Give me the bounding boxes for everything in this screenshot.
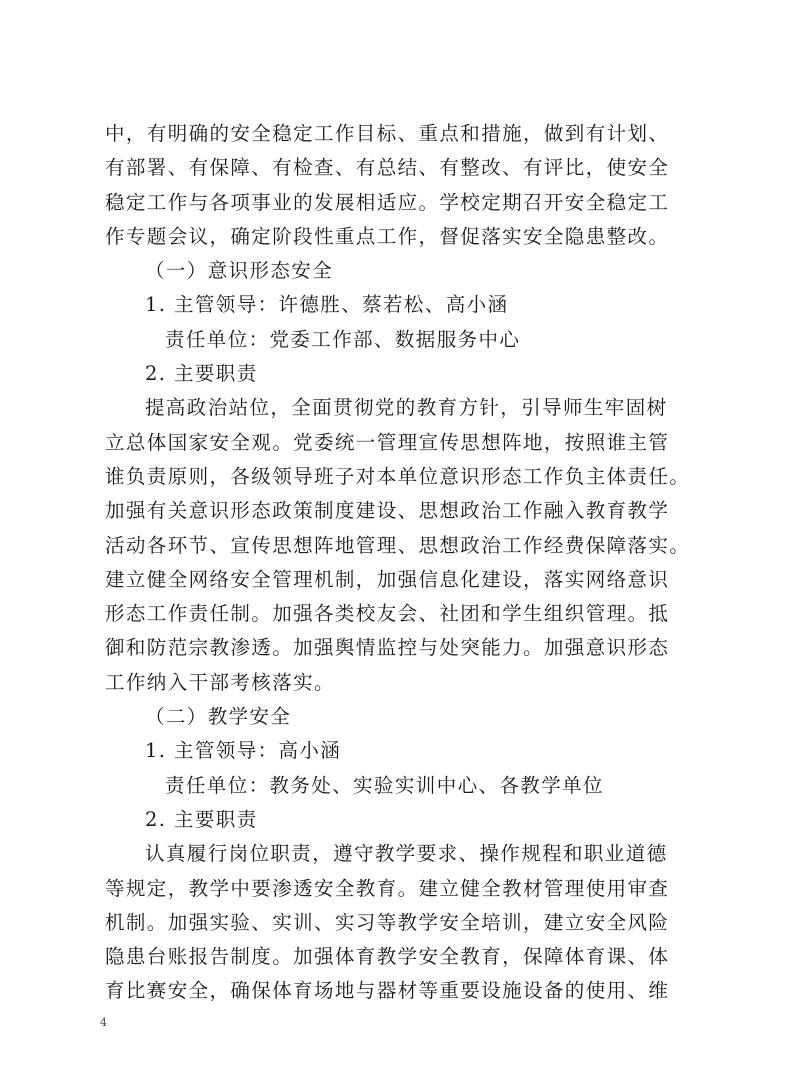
paragraph-line: 立总体国家安全观。党委统一管理宣传思想阵地，按照谁主管	[105, 430, 670, 454]
paragraph-line: 活动各环节、宣传思想阵地管理、思想政治工作经费保障落实。	[105, 533, 691, 557]
section-heading: （二）教学安全	[145, 705, 292, 729]
paragraph-line: 隐患台账报告制度。加强体育教学安全教育，保障体育课、体	[105, 945, 670, 969]
document-body	[105, 117, 695, 1009]
paragraph-line: 中，有明确的安全稳定工作目标、重点和措施，做到有计划、	[105, 122, 670, 145]
responsible-unit: 责任单位：教务处、实验实训中心、各教学单位	[165, 773, 604, 797]
paragraph-line: 认真履行岗位职责，遵守教学要求、操作规程和职业道德	[145, 842, 668, 866]
subsection-heading: 1. 主管领导：高小涵	[145, 739, 342, 763]
subsection-heading: 2. 主要职责	[145, 362, 258, 386]
paragraph-line: 加强有关意识形态政策制度建设、思想政治工作融入教育教学	[105, 499, 670, 523]
paragraph-line: 形态工作责任制。加强各类校友会、社团和学生组织管理。抵	[105, 602, 670, 626]
paragraph-line: 稳定工作与各项事业的发展相适应。学校定期召开安全稳定工	[105, 190, 670, 214]
paragraph-line: 机制。加强实验、实训、实习等教学安全培训，建立安全风险	[105, 910, 670, 934]
paragraph-line: 作专题会议，确定阶段性重点工作，督促落实安全隐患整改。	[105, 224, 670, 248]
responsible-unit: 责任单位：党委工作部、数据服务中心	[165, 327, 521, 351]
subsection-heading: 1. 主管领导：许德胜、蔡若松、高小涵	[145, 293, 509, 317]
paragraph-line: 建立健全网络安全管理机制，加强信息化建设，落实网络意识	[105, 567, 670, 591]
section-heading: （一）意识形态安全	[145, 259, 334, 283]
page-number: 4	[100, 1016, 107, 1029]
paragraph-line: 育比赛安全，确保体育场地与器材等重要设施设备的使用、维	[105, 979, 670, 1003]
subsection-heading: 2. 主要职责	[145, 807, 258, 831]
paragraph-line: 御和防范宗教渗透。加强舆情监控与处突能力。加强意识形态	[105, 636, 670, 660]
paragraph-line: 工作纳入干部考核落实。	[105, 670, 335, 694]
paragraph-line: 有部署、有保障、有检查、有总结、有整改、有评比，使安全	[105, 156, 670, 180]
paragraph-line: 等规定，教学中要渗透安全教育。建立健全教材管理使用审查	[105, 876, 670, 900]
paragraph-line: 提高政治站位，全面贯彻党的教育方针，引导师生牢固树	[145, 396, 668, 420]
paragraph-line: 谁负责原则，各级领导班子对本单位意识形态工作负主体责任。	[105, 464, 691, 488]
